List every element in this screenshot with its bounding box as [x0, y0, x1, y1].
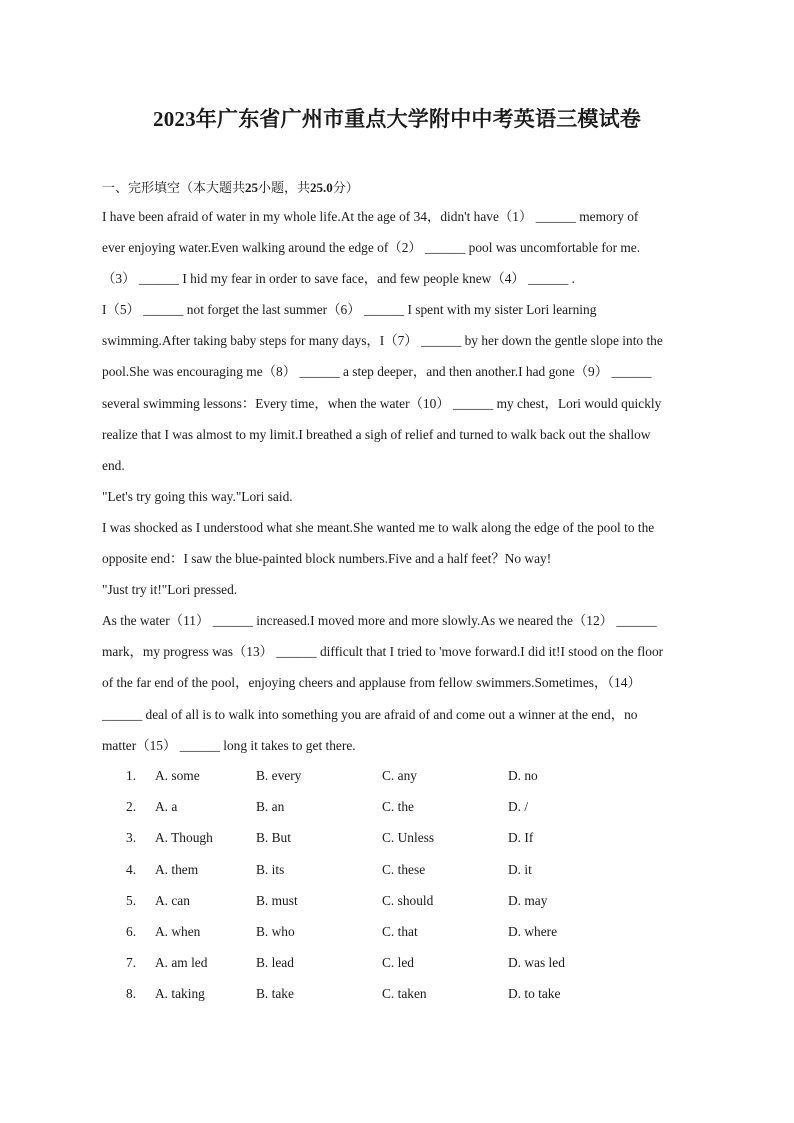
question-row — [102, 793, 702, 824]
option-c: C. led — [382, 955, 414, 971]
option-a: A. am led — [155, 955, 208, 971]
option-c: C. should — [382, 892, 434, 908]
passage-line: pool.She was encouraging me（8） ______ a step deeper，and then another.I had gone（9） ______ — [102, 364, 652, 380]
option-d: D. no — [508, 768, 538, 783]
question-row — [102, 824, 702, 855]
question-number: 3. — [126, 830, 137, 846]
question-number: 2. — [126, 799, 137, 815]
question-number: 6. — [126, 923, 137, 939]
question-row — [102, 980, 702, 1011]
option-c: C. these — [382, 861, 426, 877]
question-number: 8. — [126, 986, 137, 1002]
question-row — [102, 762, 702, 793]
option-c: C. the — [382, 799, 414, 815]
option-b: B. must — [256, 892, 298, 908]
question-row — [102, 949, 702, 980]
passage-line: "Let's try going this way."Lori said. — [102, 488, 293, 504]
option-a: A. taking — [155, 986, 205, 1002]
passage-line: end. — [102, 457, 125, 473]
question-row — [102, 856, 702, 887]
question-number: 1. — [126, 768, 137, 783]
option-b: B. take — [256, 986, 294, 1002]
option-d: D. was led — [508, 955, 565, 971]
passage-line: realize that I was almost to my limit.I breathed a sigh of relief and turned to walk back out the shallow — [102, 426, 651, 442]
passage-line: opposite end：I saw the blue-painted block numbers.Five and a half feet？No way! — [102, 551, 552, 567]
passage-line: "Just try it!"Lori pressed. — [102, 582, 238, 598]
question-row — [102, 918, 702, 949]
option-d: D. may — [508, 892, 548, 908]
passage-line: I was shocked as I understood what she meant.She wanted me to walk along the edge of the pool to the — [102, 519, 655, 535]
section-suffix: 分） — [332, 180, 359, 195]
option-b: B. an — [256, 799, 285, 815]
passage-line: As the water（11） ______ increased.I moved more and more slowly.As we neared the（12） ______ — [102, 613, 657, 629]
option-d: D. to take — [508, 986, 561, 1002]
option-d: D. If — [508, 830, 534, 846]
option-b: B. lead — [256, 955, 294, 971]
option-d: D. / — [508, 799, 529, 815]
section-count: 25 — [245, 180, 259, 195]
section-score: 25.0 — [310, 180, 333, 195]
passage — [102, 201, 694, 761]
section-middle: 小题，共 — [258, 180, 311, 195]
option-b: B. every — [256, 768, 302, 783]
option-d: D. where — [508, 923, 558, 939]
option-c: C. taken — [382, 986, 427, 1002]
passage-line: several swimming lessons：Every time，when the water（10） ______ my chest，Lori would quickly — [102, 395, 662, 411]
option-d: D. it — [508, 861, 532, 877]
passage-line: swimming.After taking baby steps for many days，I（7） ______ by her down the gentle slope into the — [102, 333, 663, 349]
option-a: A. Though — [155, 830, 213, 846]
option-a: A. them — [155, 861, 199, 877]
option-a: A. some — [155, 768, 200, 783]
passage-line: mark，my progress was（13） ______ difficult that I tried to 'move forward.I did it!I stood on the floor — [102, 644, 664, 660]
passage-line: ever enjoying water.Even walking around the edge of（2） ______ pool was uncomfortable for me. — [102, 240, 641, 256]
question-row — [102, 887, 702, 918]
question-number: 5. — [126, 892, 137, 908]
question-number: 7. — [126, 955, 137, 971]
option-a: A. can — [155, 892, 190, 908]
passage-line: matter（15） ______ long it takes to get there. — [102, 737, 356, 753]
passage-line: I（5） ______ not forget the last summer（6） ______ I spent with my sister Lori learning — [102, 302, 597, 318]
option-c: C. Unless — [382, 830, 435, 846]
option-a: A. a — [155, 799, 178, 815]
section-prefix: 一、完形填空（本大题共 — [102, 180, 246, 195]
option-b: B. who — [256, 923, 295, 939]
question-number: 4. — [126, 861, 137, 877]
passage-line: I have been afraid of water in my whole life.At the age of 34，didn't have（1） ______ memory of — [102, 209, 639, 224]
question-options — [102, 762, 702, 1012]
option-b: B. But — [256, 830, 291, 846]
passage-line: ______ deal of all is to walk into something you are afraid of and come out a winner at the end，no — [102, 706, 638, 722]
passage-line: （3） ______ I hid my fear in order to save face，and few people knew（4） ______ . — [102, 271, 576, 287]
option-b: B. its — [256, 861, 285, 877]
page-title: 2023年广东省广州市重点大学附中中考英语三模试卷 — [153, 107, 641, 131]
passage-line: of the far end of the pool，enjoying cheers and applause from fellow swimmers.Sometimes，（14） — [102, 675, 641, 691]
option-a: A. when — [155, 923, 201, 939]
section-heading — [102, 177, 359, 196]
option-c: C. any — [382, 768, 417, 783]
option-c: C. that — [382, 923, 418, 939]
